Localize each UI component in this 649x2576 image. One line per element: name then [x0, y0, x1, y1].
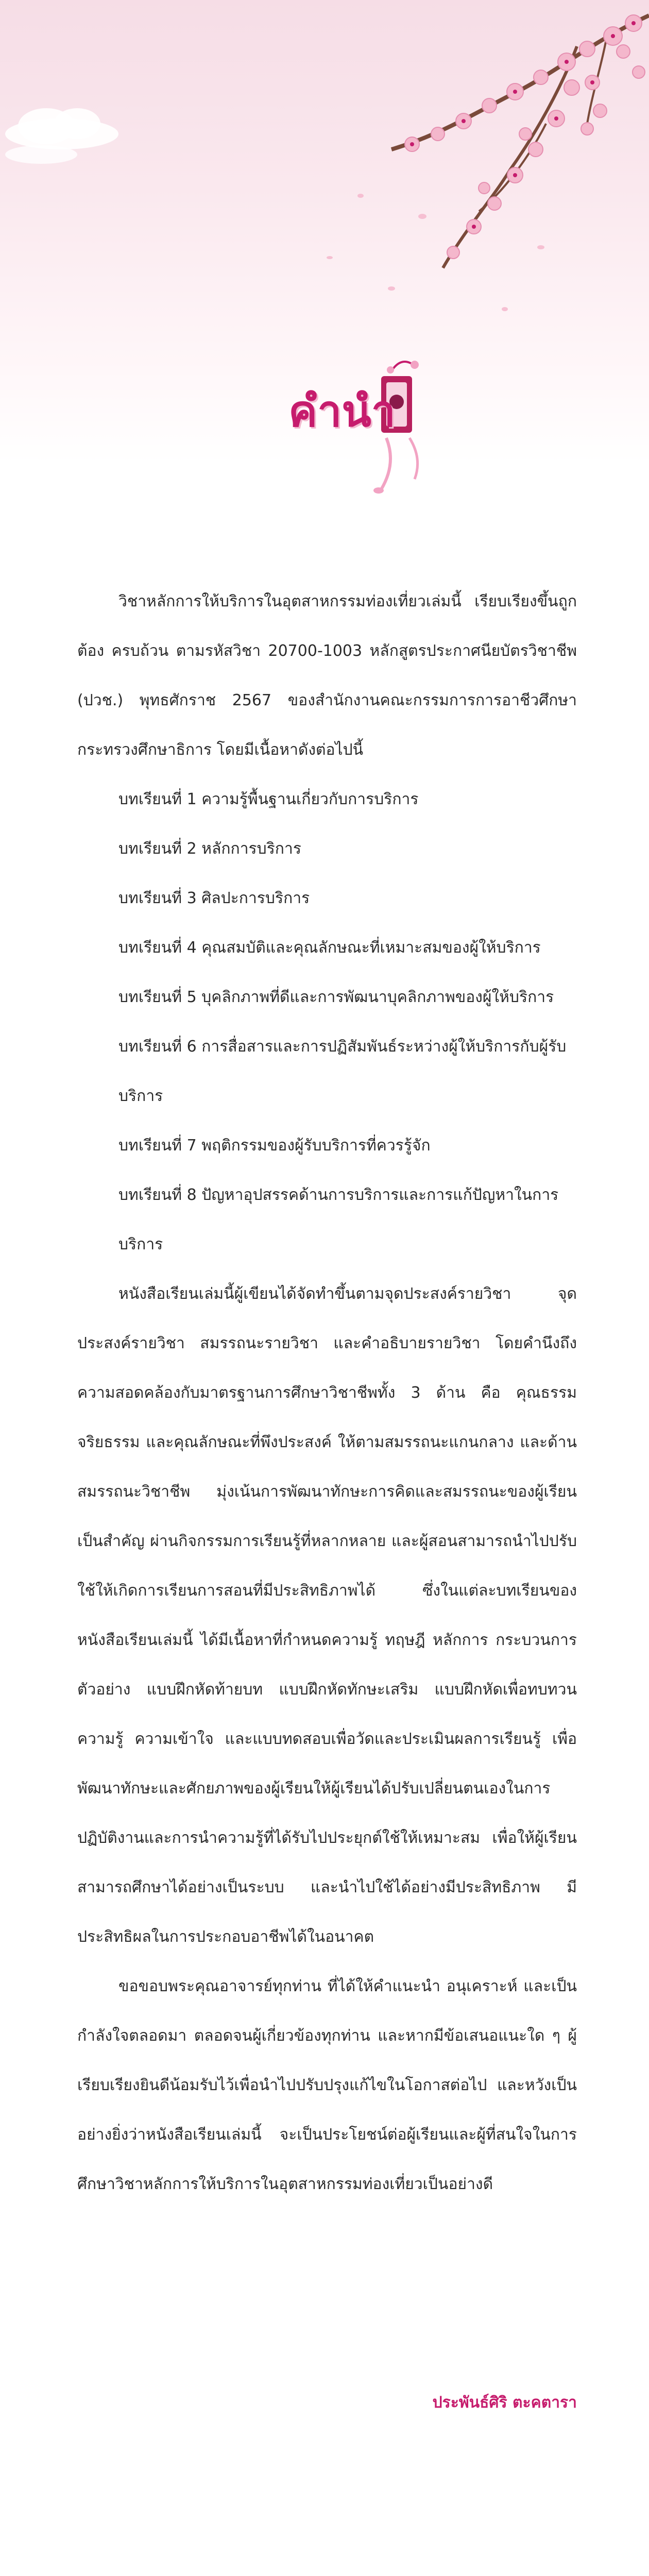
chapter-item: บทเรียนที่ 8 ปัญหาอุปสรรคด้านการบริการและการแก้ปัญหาในการบริการ [118, 1186, 559, 1253]
paragraph-thanks: ขอขอบพระคุณอาจารย์ทุกท่าน ที่ได้ให้คำแนะนำ อนุเคราะห์ และเป็นกำลังใจตลอดมา ตลอดจนผู้เกี่ยวข้องทุกท่าน และหากมีข้อเสนอแนะใด ๆ ผู้เรียบเรียงยินดีน้อมรับไว้เพื่อนำไปปรับปรุงแก้ไขในโอกาสต่อไป และหวังเป็นอย่างยิ่งว่าหนังสือเรียนเล่มนี้ จะเป็นประโยชน์ต่อผู้เรียนและผู้ที่สนใจในการศึกษาวิชาหลักการให้บริการในอุตสาหกรรมท่องเที่ยวเป็นอย่างดี [77, 1977, 577, 2193]
paragraph-intro: วิชาหลักการให้บริการในอุตสาหกรรมท่องเที่ยวเล่มนี้ เรียบเรียงขึ้นถูกต้อง ครบถ้วน ตามรหัสวิชา 20700-1003 หลักสูตรประกาศนียบัตรวิชาชีพ (ปวช.) พุทธศักราช 2567 ของสำนักงานคณะกรรมการการอาชีวศึกษา กระทรวงศึกษาธิการ โดยมีเนื้อหาดังต่อไปนี้ [77, 592, 577, 759]
chapter-item: บทเรียนที่ 1 ความรู้พื้นฐานเกี่ยวกับการบริการ [118, 790, 419, 808]
chapter-item: บทเรียนที่ 2 หลักการบริการ [118, 840, 301, 858]
preface-body [77, 577, 577, 2209]
chapter-item: บทเรียนที่ 6 การสื่อสารและการปฏิสัมพันธ์ระหว่างผู้ให้บริการกับผู้รับบริการ [118, 1038, 567, 1105]
paragraph-content: หนังสือเรียนเล่มนี้ผู้เขียนได้จัดทำขึ้นตามจุดประสงค์รายวิชา จุดประสงค์รายวิชา สมรรถนะรายวิชา และคำอธิบายรายวิชา โดยคำนึงถึงความสอดคล้องกับมาตรฐานการศึกษาวิชาชีพทั้ง 3 ด้าน คือ คุณธรรม จริยธรรม และคุณลักษณะที่พึงประสงค์ ให้ตามสมรรถนะแกนกลาง และด้านสมรรถนะวิชาชีพ มุ่งเน้นการพัฒนาทักษะการคิดและสมรรถนะของผู้เรียนเป็นสำคัญ ผ่านกิจกรรมการเรียนรู้ที่หลากหลาย และผู้สอนสามารถนำไปปรับใช้ให้เกิดการเรียนการสอนที่มีประสิทธิภาพได้ ซึ่งในแต่ละบทเรียนของหนังสือเรียนเล่มนี้ ได้มีเนื้อหาที่กำหนดความรู้ ทฤษฎี หลักการ กระบวนการ ตัวอย่าง แบบฝึกหัดท้ายบท แบบฝึกหัดทักษะเสริม แบบฝึกหัดเพื่อทบทวนความรู้ ความเข้าใจ และแบบทดสอบเพื่อวัดและประเมินผลการเรียนรู้ เพื่อพัฒนาทักษะและศักยภาพของผู้เรียนให้ผู้เรียนได้ปรับเปลี่ยนตนเองในการปฏิบัติงานและการนำความรู้ที่ได้รับไปประยุกต์ใช้ให้เหมาะสม เพื่อให้ผู้เรียนสามารถศึกษาได้อย่างเป็นระบบ และนำไปใช้ได้อย่างมีประสิทธิภาพ มีประสิทธิผลในการประกอบอาชีพได้ในอนาคต [77, 1285, 577, 1946]
author-signature: ประพันธ์ศิริ ตะคตารา [432, 2394, 577, 2412]
page-title: คำนำ [288, 385, 396, 436]
chapter-item: บทเรียนที่ 4 คุณสมบัติและคุณลักษณะที่เหมาะสมของผู้ให้บริการ [118, 939, 541, 957]
chapter-item: บทเรียนที่ 5 บุคลิกภาพที่ดีและการพัฒนาบุคลิกภาพของผู้ให้บริการ [118, 988, 554, 1006]
title-block [268, 340, 433, 495]
chapter-item: บทเรียนที่ 3 ศิลปะการบริการ [118, 889, 310, 907]
chapter-item: บทเรียนที่ 7 พฤติกรรมของผู้รับบริการที่ควรรู้จัก [118, 1137, 431, 1155]
